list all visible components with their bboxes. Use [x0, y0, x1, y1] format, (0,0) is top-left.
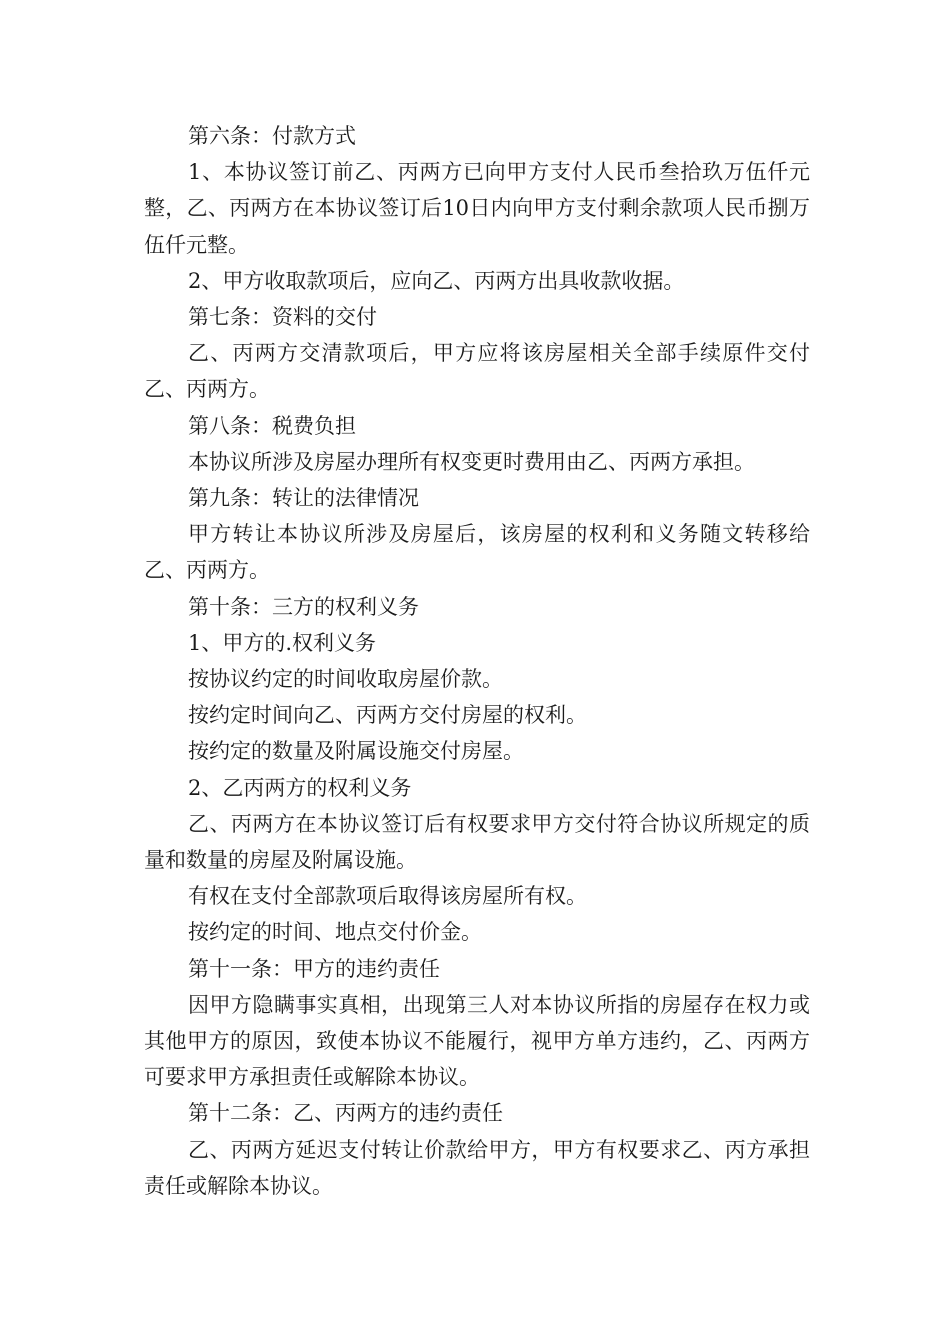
- body-paragraph: 按约定的数量及附属设施交付房屋。: [188, 739, 524, 764]
- subsection-heading: 1、甲方的.权利义务: [188, 630, 377, 655]
- section-heading: 第九条：转让的法律情况: [188, 486, 419, 511]
- section-heading: 第七条：资料的交付: [188, 305, 377, 330]
- body-paragraph: 甲方转让本协议所涉及房屋后，该房屋的权利和义务随文转移给乙、丙两方。: [144, 522, 810, 583]
- section-heading: 第十一条：甲方的违约责任: [188, 956, 440, 981]
- body-paragraph: 按约定的时间、地点交付价金。: [188, 920, 482, 945]
- section-heading: 第十二条：乙、丙两方的违约责任: [188, 1101, 503, 1126]
- body-paragraph: 因甲方隐瞒事实真相，出现第三人对本协议所指的房屋存在权力或其他甲方的原因，致使本协议不能履行，视甲方单方违约，乙、丙两方可要求甲方承担责任或解除本协议。: [144, 992, 810, 1090]
- body-paragraph: 2、甲方收取款项后，应向乙、丙两方出具收款收据。: [188, 268, 685, 293]
- body-paragraph: 乙、丙两方交清款项后，甲方应将该房屋相关全部手续原件交付乙、丙两方。: [144, 341, 810, 402]
- body-paragraph: 按约定时间向乙、丙两方交付房屋的权利。: [188, 703, 587, 728]
- body-paragraph: 乙、丙两方延迟支付转让价款给甲方，甲方有权要求乙、丙方承担责任或解除本协议。: [144, 1137, 810, 1198]
- subsection-heading: 2、乙丙两方的权利义务: [188, 775, 412, 800]
- body-paragraph: 本协议所涉及房屋办理所有权变更时费用由乙、丙两方承担。: [188, 449, 755, 474]
- body-paragraph: 按协议约定的时间收取房屋价款。: [188, 667, 503, 692]
- section-heading: 第八条：税费负担: [188, 413, 356, 438]
- body-paragraph: 乙、丙两方在本协议签订后有权要求甲方交付符合协议所规定的质量和数量的房屋及附属设施。: [144, 811, 810, 873]
- body-paragraph: 1、本协议签订前乙、丙两方已向甲方支付人民币叁拾玖万伍仟元整，乙、丙两方在本协议签订后10日内向甲方支付剩余款项人民币捌万伍仟元整。: [144, 160, 810, 257]
- document-page: [144, 118, 810, 1204]
- section-heading: 第六条：付款方式: [188, 124, 356, 148]
- body-paragraph: 有权在支付全部款项后取得该房屋所有权。: [188, 884, 587, 909]
- section-heading: 第十条：三方的权利义务: [188, 594, 419, 619]
